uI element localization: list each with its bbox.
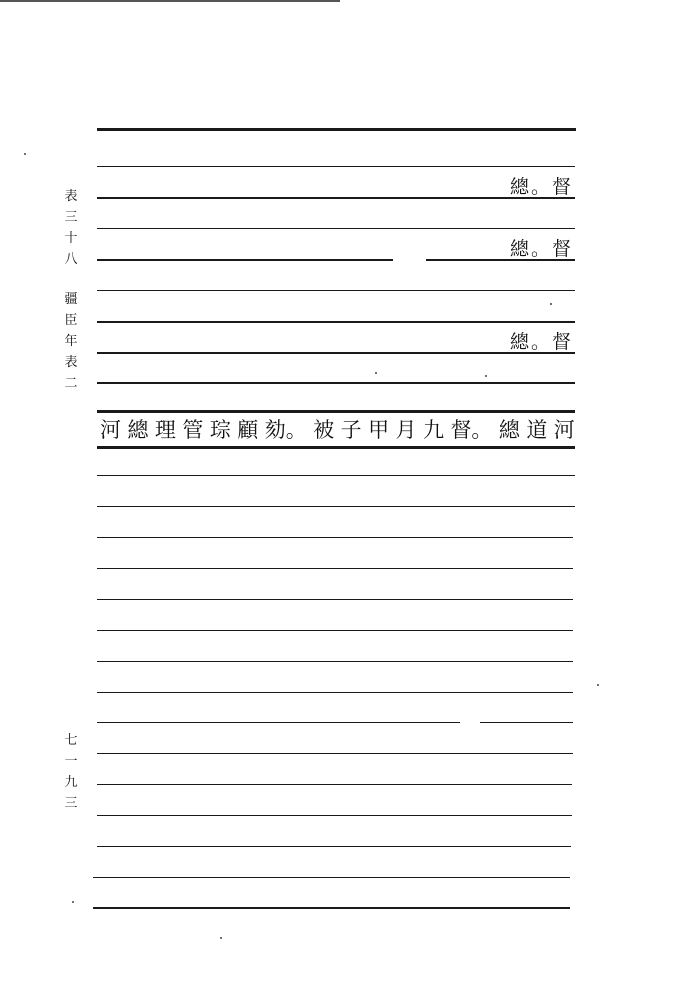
- scan-speck: [485, 375, 487, 377]
- entry-char: 琮: [209, 418, 231, 442]
- table-rule: [480, 722, 573, 723]
- margin-char: 年: [64, 334, 78, 349]
- entry-char: 河: [100, 418, 121, 442]
- table-rule-thick: [97, 446, 575, 449]
- table-rule: [97, 784, 572, 785]
- margin-title-section: [60, 289, 82, 394]
- margin-char: 臣: [64, 313, 78, 328]
- margin-char: 表: [64, 189, 78, 204]
- scan-speck: [550, 303, 552, 305]
- margin-char: 七: [64, 733, 78, 748]
- margin-char: 表: [64, 355, 78, 370]
- margin-char: 三: [64, 210, 78, 225]
- entry-char: 月: [395, 418, 417, 442]
- table-rule: [97, 506, 575, 507]
- entry-char: 河: [553, 418, 575, 442]
- table-rule: [97, 290, 575, 291]
- entry-char: 劾。: [264, 418, 307, 442]
- top-edge-line: [0, 0, 340, 2]
- table-rule: [97, 166, 575, 167]
- entry-char: 九: [422, 418, 444, 442]
- table-rule: [97, 382, 575, 384]
- entry-char: 子: [340, 418, 362, 442]
- entry-char: 道: [526, 418, 548, 442]
- table-rule: [97, 753, 573, 754]
- table-cell: 總。督: [509, 238, 573, 260]
- table-rule: [97, 630, 573, 631]
- entry-char: 甲: [368, 418, 390, 442]
- entry-char: 督。: [450, 418, 493, 442]
- table-cell: 總。督: [509, 176, 573, 198]
- entry-char: 顧: [237, 418, 259, 442]
- table-rule: [97, 661, 573, 662]
- table-rule: [97, 599, 573, 600]
- margin-char: 十: [64, 231, 78, 246]
- margin-page-number: [60, 730, 82, 814]
- table-top-rule: [97, 128, 576, 131]
- table-rule: [93, 877, 570, 878]
- scan-speck: [597, 684, 599, 686]
- table-rule: [97, 815, 572, 816]
- table-rule: [97, 475, 575, 476]
- table-rule: [97, 321, 575, 323]
- entry-char: 總: [498, 418, 520, 442]
- table-rule: [97, 228, 575, 229]
- entry-char: 總: [127, 418, 149, 442]
- table-rule: [97, 722, 460, 723]
- entry-char: 管: [182, 418, 204, 442]
- margin-char: 一: [64, 754, 78, 769]
- scan-speck: [24, 153, 26, 155]
- table-rule: [97, 259, 393, 261]
- margin-char: 疆: [64, 292, 78, 307]
- margin-title-upper: [60, 186, 82, 270]
- table-rule: [97, 352, 575, 354]
- table-rule: [97, 197, 575, 199]
- table-rule: [97, 537, 573, 538]
- table-rule: [97, 692, 573, 693]
- entry-char: 理: [154, 418, 176, 442]
- table-rule: [97, 568, 573, 569]
- margin-char: 三: [64, 796, 78, 811]
- scan-speck: [220, 937, 222, 939]
- scan-speck: [375, 372, 377, 374]
- margin-char: 八: [64, 252, 78, 267]
- margin-char: 九: [64, 775, 78, 790]
- entry-char: 被: [313, 418, 335, 442]
- table-bottom-rule: [93, 907, 570, 909]
- margin-char: 二: [64, 376, 78, 391]
- table-rule: [97, 846, 571, 847]
- main-entry-row: [100, 413, 575, 445]
- scan-speck: [72, 901, 74, 903]
- table-cell: 總。督: [509, 331, 573, 353]
